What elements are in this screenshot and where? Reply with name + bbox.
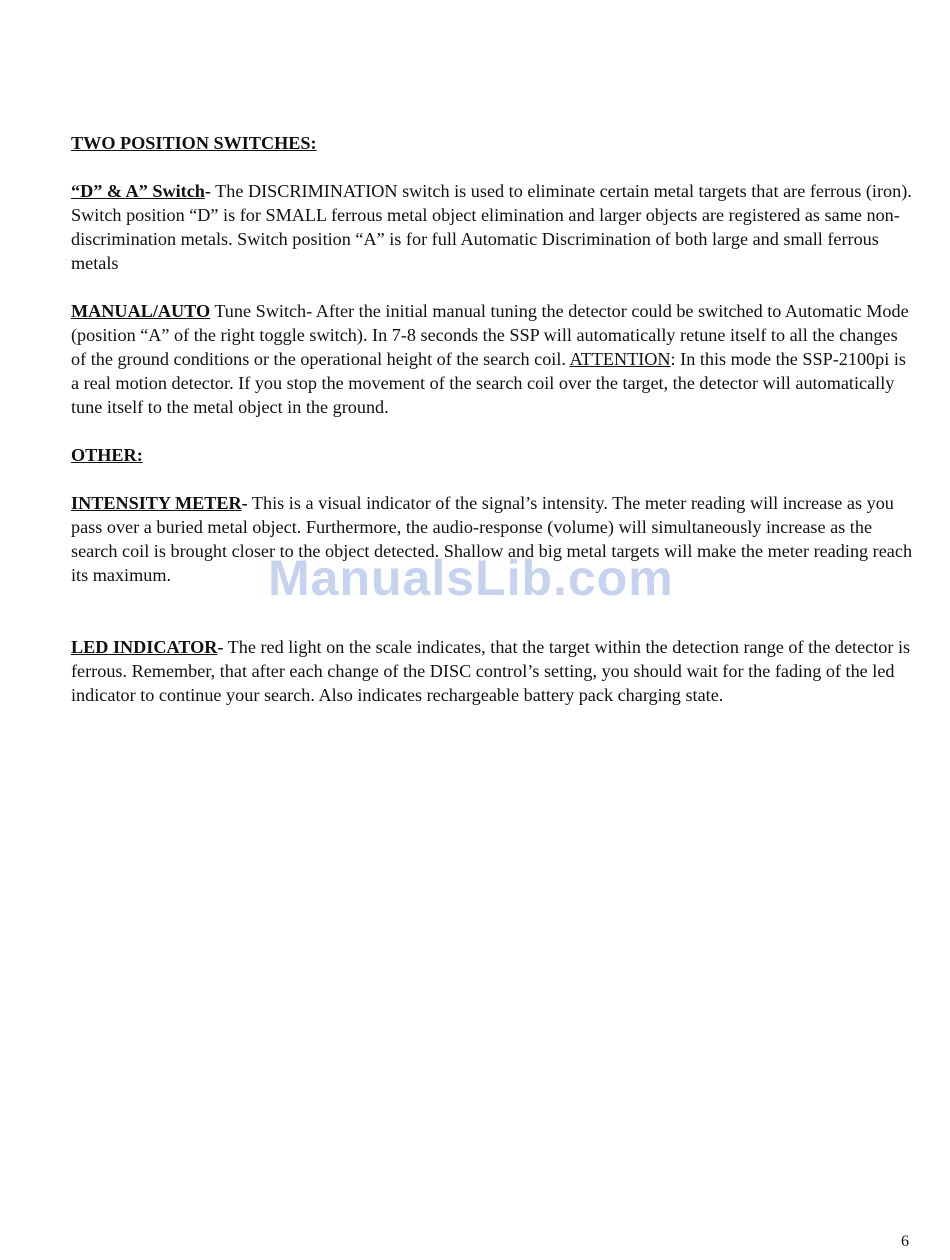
term-dash: -: [204, 181, 211, 201]
term-led-indicator: LED INDICATOR: [71, 637, 218, 657]
attention-body: : In this mode the SSP-2100pi is a real motion detector. If you stop the movement of the search coil over the target, the detector will automatically tune itself to the metal object in the ground.: [71, 349, 906, 417]
paragraph-intensity-meter: [71, 491, 916, 587]
page-number: 6: [901, 1233, 909, 1250]
term-intensity-meter: INTENSITY METER: [71, 493, 242, 513]
intensity-meter-body: This is a visual indicator of the signal’s intensity. The meter reading will increase as you pass over a buried metal object. Furthermore, the audio-response (volume) will simultaneously increase as the search coil is brought closer to the object detected. Shallow and big metal targets will make the meter reading reach its maximum.: [71, 493, 913, 585]
term-dash: -: [217, 637, 224, 657]
paragraph-da-switch: [71, 179, 916, 275]
section-heading-other: OTHER:: [71, 445, 143, 465]
paragraph-manual-auto: [71, 299, 916, 419]
section-heading-two-position-switches: TWO POSITION SWITCHES:: [71, 133, 317, 153]
watermark: ManualsLib.com: [268, 550, 674, 606]
term-da-switch: “D” & A” Switch: [71, 181, 205, 201]
page-content: [71, 131, 916, 707]
manual-auto-body: Tune Switch- After the initial manual tuning the detector could be switched to Automatic Mode (position “A” of the right toggle switch). In 7-8 seconds the SSP will automatically retune itself to all the changes of the ground conditions or the operational height of the search coil.: [71, 301, 909, 369]
term-dash: -: [241, 493, 248, 513]
attention-label: ATTENTION: [569, 349, 671, 369]
da-switch-body: The DISCRIMINATION switch is used to eliminate certain metal targets that are ferrous (iron). Switch position “D” is for SMALL ferrous metal object elimination and larger objects are registered as same non-discrimination metals. Switch position “A” is for full Automatic Discrimination of both large and small ferrous metals: [71, 181, 912, 273]
term-manual-auto: MANUAL/AUTO: [71, 301, 211, 321]
paragraph-led-indicator: [71, 635, 916, 707]
led-indicator-body: The red light on the scale indicates, that the target within the detection range of the detector is ferrous. Remember, that after each change of the DISC control’s setting, you should wait for the fading of the led indicator to continue your search. Also indicates rechargeable battery pack charging state.: [71, 637, 911, 705]
